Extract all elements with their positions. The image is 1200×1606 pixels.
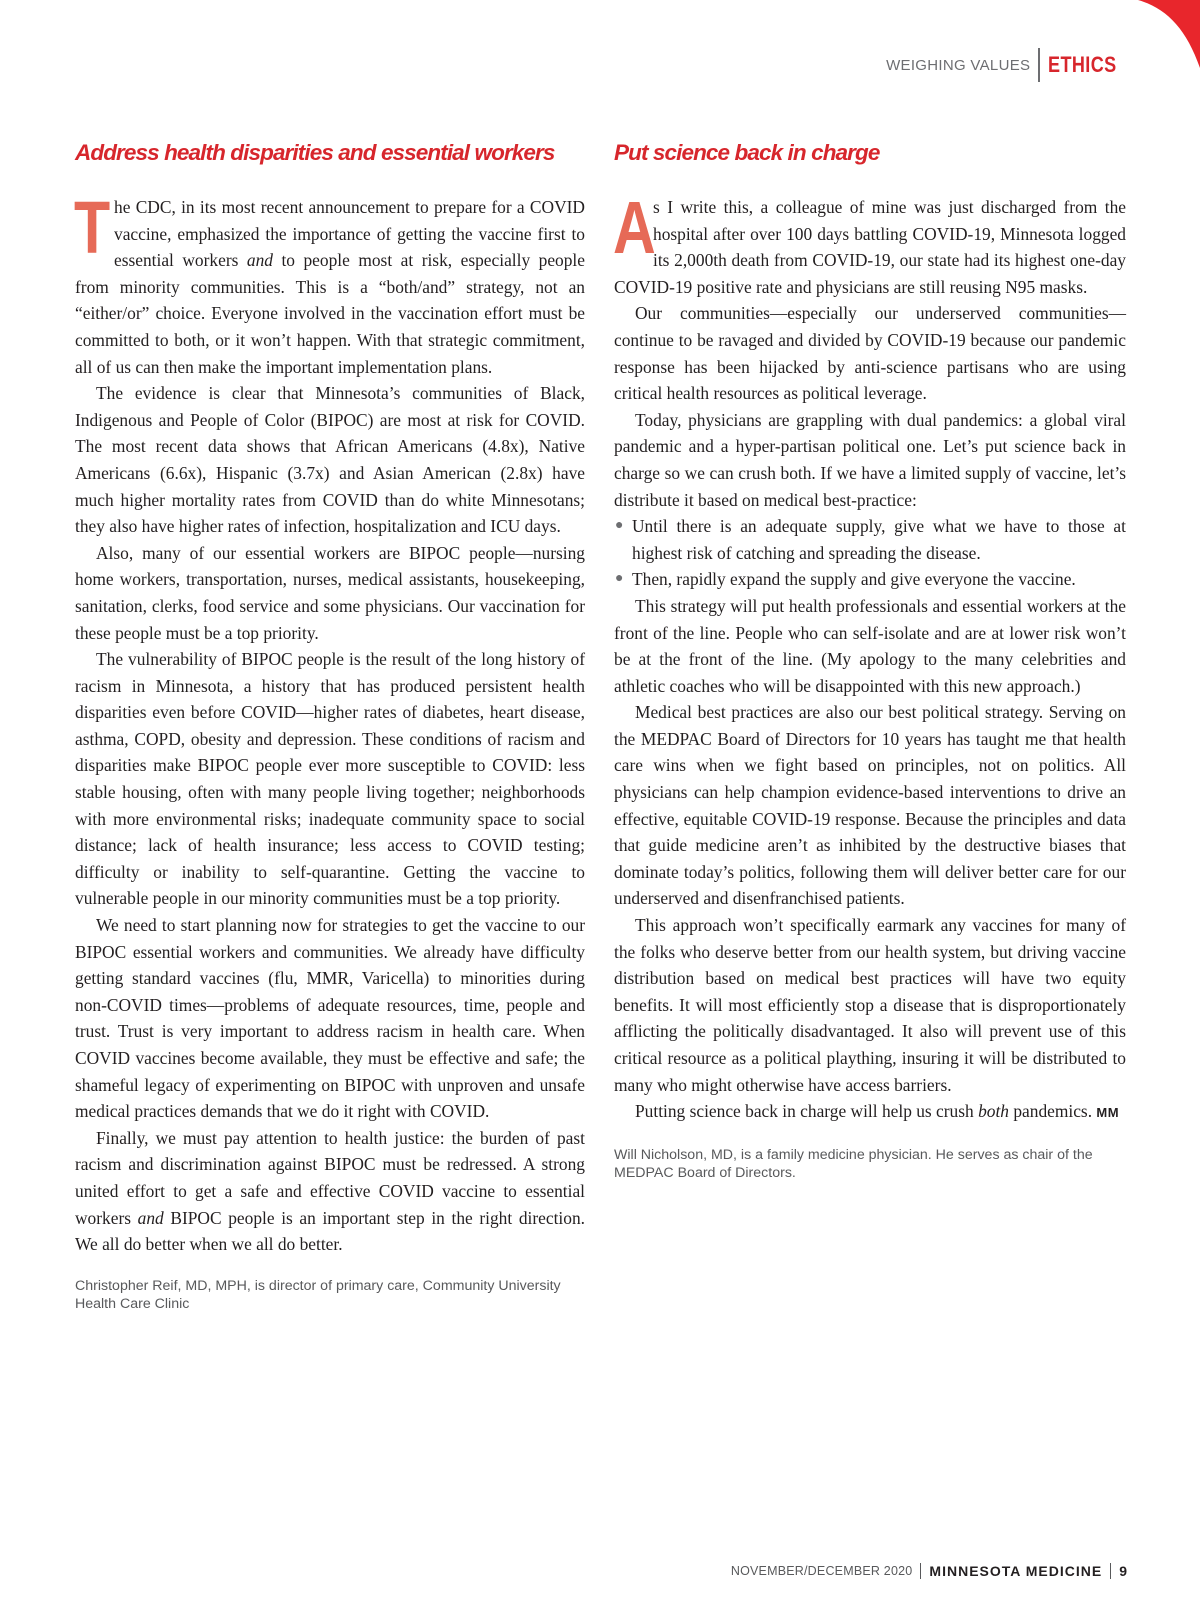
magazine-name: MINNESOTA MEDICINE — [929, 1563, 1103, 1579]
bullet-icon: ● — [615, 571, 624, 587]
page-number: 9 — [1119, 1563, 1127, 1579]
end-mark: MM — [1096, 1105, 1120, 1121]
emphasis: both — [978, 1101, 1009, 1122]
topic-label: ETHICS — [1048, 52, 1117, 77]
footer-divider — [920, 1563, 921, 1579]
right-paragraph-2: Our communities—especially our underserved communities—continue to be ravaged and divided by COVID-19 because our pandemic response has been hijacked by anti-science partisans who are using critical health resources as political leverage. — [614, 303, 1126, 404]
left-paragraph-3: Also, many of our essential workers are BIPOC people—nursing home workers, transportation, nurses, medical assistants, housekeeping, sanitation, clerks, food service and some physicians. Our vaccination for these people must be a top priority. — [75, 542, 585, 643]
page-footer — [731, 1563, 1127, 1579]
text-run: to people most at risk, especially people from minority communities. This is a “both/and” strategy, not an “either/or” choice. Everyone involved in the vaccination effort must be committed to both, or it won’t happen. With that strategic commitment, all of us can then make the important implementation plans. — [75, 250, 585, 377]
bullet-icon: ● — [615, 518, 624, 534]
left-paragraph-6 — [75, 1125, 585, 1258]
list-item-text: Then, rapidly expand the supply and give everyone the vaccine. — [632, 569, 1076, 590]
right-paragraph-3: Today, physicians are grappling with dual pandemics: a global viral pandemic and a hyper-partisan political one. Let’s put science back in charge so we can crush both. If we have a limited supply of vaccine, let’s distribute it based on medical best-practice: — [614, 409, 1126, 510]
right-paragraph-6: This approach won’t specifically earmark any vaccines for many of the folks who deserve better from our health system, but driving vaccine distribution based on medical best practices will have two equity benefits. It will most efficiently stop a disease that is disproportionately afflicting the politically disadvantaged. It also will prevent use of this critical resource as a political plaything, insuring it will be distributed to many who might otherwise have access barriers. — [614, 915, 1126, 1095]
bullet-list — [614, 513, 1126, 593]
section-label: WEIGHING VALUES — [886, 56, 1031, 74]
right-column — [614, 140, 1126, 1182]
right-author-bio: Will Nicholson, MD, is a family medicine physician. He serves as chair of the MEDPAC Board of Directors. — [614, 1146, 1093, 1181]
list-item — [614, 566, 1126, 593]
left-paragraph-1 — [74, 186, 585, 380]
text-run: s I write this, a colleague of mine was just discharged from the hospital after over 100 days battling COVID-19, Minnesota logged its 2,000th death from COVID-19, our state had its highest one-day COVID-19 positive rate and physicians are still reusing N95 masks. — [614, 197, 1126, 297]
dropcap-letter: A — [613, 186, 656, 269]
right-heading: Put science back in charge — [614, 140, 880, 165]
text-run: Putting science back in charge will help us crush — [635, 1101, 979, 1122]
left-paragraph-5: We need to start planning now for strategies to get the vaccine to our BIPOC essential workers and communities. We already have difficulty getting standard vaccines (flu, MMR, Varicella) to minorities during non-COVID times—problems of adequate resources, time, people and trust. Trust is very important to address racism in health care. When COVID vaccines become available, they must be effective and safe; the shameful legacy of experimenting on BIPOC with unproven and unsafe medical practices demands that we do it right with COVID. — [75, 915, 585, 1122]
running-header — [886, 48, 1126, 82]
right-paragraph-4: This strategy will put health professionals and essential workers at the front of the line. People who can self-isolate and are at lower risk won’t be at the front of the line. (My apology to the many celebrities and athletic coaches who will be disappointed with this new approach.) — [614, 595, 1126, 696]
left-heading: Address health disparities and essential workers — [75, 140, 555, 165]
text-run: BIPOC people is an important step in the right direction. We all do better when we all do better. — [75, 1207, 585, 1255]
left-paragraph-4: The vulnerability of BIPOC people is the result of the long history of racism in Minnesota, a history that has produced persistent health disparities even before COVID—higher rates of diabetes, heart disease, asthma, COPD, obesity and depression. These conditions of racism and disparities make BIPOC people ever more susceptible to COVID: less stable housing, often with many people living together; neighborhoods with more environmental risks; inadequate community space to social distance; lack of health insurance; less access to COVID testing; difficulty or inability to self-quarantine. Getting the vaccine to vulnerable people in our minority communities must be a top priority. — [75, 649, 585, 909]
left-paragraph-2: The evidence is clear that Minnesota’s communities of Black, Indigenous and People of Color (BIPOC) are most at risk for COVID. The most recent data shows that African Americans (4.8x), Native Americans (6.6x), Hispanic (3.7x) and Asian American (2.8x) have much higher mortality rates from COVID than do white Minnesotans; they also have higher rates of infection, hospitalization and ICU days. — [75, 383, 585, 537]
header-divider — [1038, 48, 1040, 82]
right-paragraph-5: Medical best practices are also our best political strategy. Serving on the MEDPAC Board of Directors for 10 years has taught me that health care wins when we fight based on principles, not on politics. All physicians can help champion evidence-based interventions to drive an effective, equitable COVID-19 response. Because the principles and data that guide medicine aren’t as inhibited by the destructive biases that dominate today’s politics, following them will deliver better care for our underserved and disenfranchised patients. — [614, 702, 1126, 909]
emphasis: and — [246, 250, 273, 271]
emphasis: and — [137, 1207, 164, 1228]
text-run: Finally, we must pay attention to health justice: the burden of past racism and discrimination against BIPOC must be redressed. A strong united effort to get a safe and effective COVID vaccine to essential workers — [75, 1127, 585, 1228]
left-author-bio: Christopher Reif, MD, MPH, is director of primary care, Community University Health Care Clinic — [75, 1277, 561, 1312]
text-run: pandemics. — [1008, 1101, 1093, 1122]
left-column — [75, 140, 585, 1313]
dropcap-letter: T — [74, 186, 111, 269]
right-paragraph-1 — [613, 186, 1126, 300]
right-paragraph-7 — [614, 1098, 1126, 1127]
footer-divider — [1110, 1563, 1111, 1579]
list-item-text: Until there is an adequate supply, give what we have to those at highest risk of catching and spreading the disease. — [632, 516, 1126, 563]
issue-date: NOVEMBER/DECEMBER 2020 — [730, 1564, 913, 1578]
list-item — [614, 513, 1126, 566]
text-run: he CDC, in its most recent announcement to prepare for a COVID vaccine, emphasized the importance of getting the vaccine first to essential workers — [114, 197, 585, 271]
